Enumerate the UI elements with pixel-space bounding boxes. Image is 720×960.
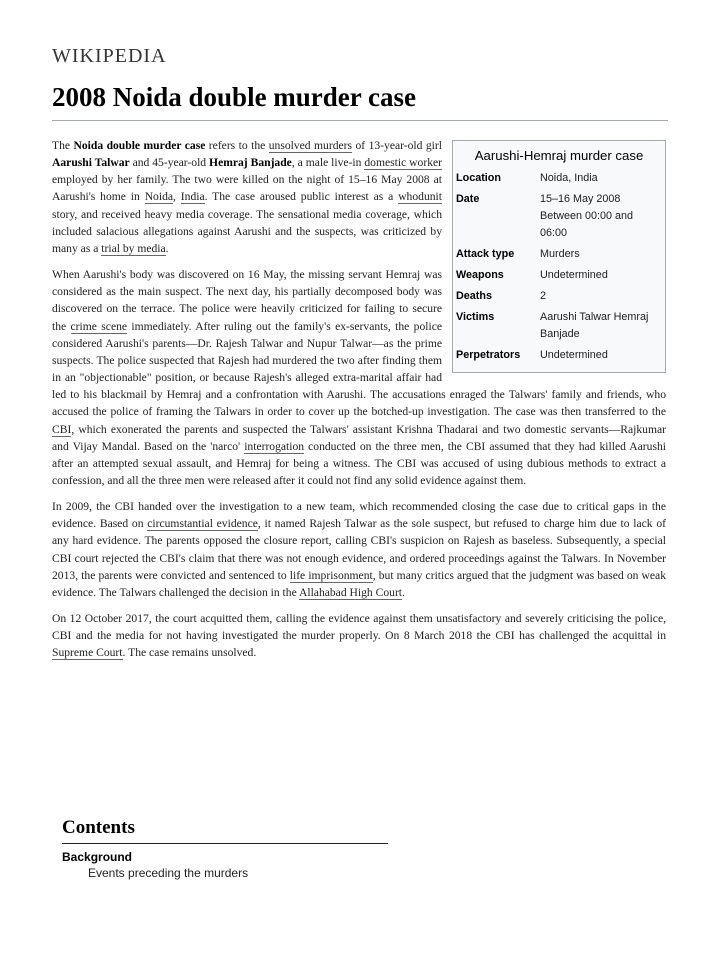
text: When Aarushi's body was discovered on 16 May, the missing servant Hemraj was considered as the main suspect. The next day, his partially decomposed body was discovered on the terrace. The police were heavily criticized for failing to secure the — [52, 268, 442, 333]
infobox-label: Victims — [456, 311, 495, 323]
text: and 45-year-old — [129, 156, 210, 170]
bold-term: Hemraj Banjade — [209, 156, 292, 170]
infobox-value: 2 — [540, 290, 547, 302]
infobox-label: Perpetrators — [456, 349, 521, 361]
table-of-contents — [62, 817, 388, 880]
text: employed by her family. The two were killed on the night of 15–16 May 2008 at Aarushi's home in — [52, 173, 442, 204]
wikipedia-logo[interactable]: WIKIPEDIA — [52, 45, 167, 67]
text: On 12 October 2017, the court acquitted them, calling the evidence against them unsatisfactory and severely criticising the police, CBI and the media for not having investigated the murder properly. On 8 March 2018 the CBI has challenged the acquittal in — [52, 612, 666, 643]
text: , but many critics argued that the judgment was based on weak evidence. The Talwars challenged the decision in the — [52, 568, 666, 599]
infobox — [452, 140, 666, 373]
text: story, and received heavy media coverage. The sensational media coverage, which included salacious allegations against Aarushi and the suspects, was criticized by many as a — [52, 207, 442, 255]
text: The — [52, 139, 74, 152]
infobox-row-location — [456, 170, 662, 187]
infobox-row-attack-type — [456, 246, 662, 263]
text: . The case aroused public interest as a — [204, 190, 399, 204]
link-noida[interactable]: Noida — [144, 190, 174, 204]
infobox-row-date — [456, 191, 662, 242]
link-unsolved-murders[interactable]: unsolved murders — [268, 139, 353, 152]
infobox-label: Location — [456, 172, 501, 184]
text: , a male live-in — [291, 156, 365, 170]
paragraph-trial — [52, 498, 666, 601]
text: In 2009, the CBI handed over the investigation to a new team, which recommended closing the case due to critical gaps in the evidence. Based on — [52, 500, 666, 531]
link-allahabad-high-court[interactable]: Allahabad High Court — [298, 585, 403, 599]
text: . The case remains unsolved. — [122, 646, 257, 660]
link-circumstantial-evidence[interactable]: circumstantial evidence — [147, 517, 258, 531]
paragraph-acquittal — [52, 610, 666, 661]
infobox-value: Murders — [540, 248, 580, 260]
infobox-label: Attack type — [456, 248, 515, 260]
link-supreme-court[interactable]: Supreme Court — [52, 646, 123, 660]
infobox-value: 15–16 May 2008 Between 00:00 and 06:00 — [540, 193, 634, 239]
link-domestic-worker[interactable]: domestic worker — [364, 156, 442, 170]
text: of 13-year-old girl — [352, 139, 442, 152]
link-life-imprisonment[interactable]: life imprisonment — [289, 568, 373, 582]
infobox-row-perpetrators — [456, 347, 662, 364]
link-interrogation[interactable]: interrogation — [244, 439, 305, 453]
infobox-label: Deaths — [456, 290, 493, 302]
link-cbi[interactable]: CBI — [52, 422, 72, 436]
text: , which exonerated the parents and suspected the Talwars' assistant Krishna Thadarai and two domestic servants—Rajkumar and Vijay Mandal. Based on the 'narco' — [52, 422, 666, 453]
infobox-label: Date — [456, 193, 480, 205]
title-divider — [52, 120, 668, 121]
infobox-row-deaths — [456, 288, 662, 305]
text: . — [165, 241, 169, 255]
bold-term: Noida double murder case — [73, 139, 206, 152]
bold-term: Aarushi Talwar — [52, 156, 130, 170]
toc-subitem-events[interactable]: Events preceding the murders — [88, 866, 249, 880]
infobox-row-victims — [456, 309, 662, 343]
link-whodunit[interactable]: whodunit — [398, 190, 442, 204]
page-title: 2008 Noida double murder case — [52, 82, 417, 112]
toc-item-background[interactable]: Background — [62, 850, 133, 864]
infobox-label: Weapons — [456, 269, 504, 281]
text: , — [173, 190, 181, 204]
infobox-row-weapons — [456, 267, 662, 284]
text: . — [402, 585, 405, 599]
text: conducted on the three men, the CBI assumed that they had killed Aarushi after an attempted sexual assault, and Hemraj for being a witness. The CBI was accused of using dubious methods to extract a confession, and all the three men were released after it could not find any solid evidence against them. — [52, 439, 666, 487]
infobox-value: Noida, India — [540, 172, 598, 184]
infobox-value: Aarushi Talwar Hemraj Banjade — [540, 311, 649, 340]
contents-heading: Contents — [62, 817, 388, 844]
infobox-value: Undetermined — [540, 269, 608, 281]
infobox-value: Undetermined — [540, 349, 608, 361]
text: , it named Rajesh Talwar as the sole suspect, but refused to charge him due to lack of any hard evidence. The parents opposed the closure report, calling CBI's suspicion on Rajesh as baseless. Subsequently, a special CBI court rejected the CBI's claim that there was not enough evidence, and ordered proceedings against the Talwars. In November 2013, the parents were convicted and sentenced to — [52, 517, 666, 582]
link-trial-by-media[interactable]: trial by media — [101, 241, 166, 255]
article-body — [52, 137, 666, 671]
text: refers to the — [205, 139, 269, 152]
link-india[interactable]: India — [180, 190, 205, 204]
text: immediately. After ruling out the family's ex-servants, the police considered Aarushi's parents—Dr. Rajesh Talwar and Nupur Talwar—as the prime suspects. The police suspected that Rajesh had murdered the two after finding them in an "objectionable" position, or because Rajesh's alleged extra-marital affair had led to his blackmail by Hemraj and a confrontation with Aarushi. The accusations enraged the Talwars' family and friends, who accused the police of framing the Talwars in order to cover up the botched-up investigation. The case was then transferred to the — [52, 319, 666, 419]
infobox-title: Aarushi-Hemraj murder case — [474, 148, 644, 163]
link-crime-scene[interactable]: crime scene — [70, 319, 128, 333]
